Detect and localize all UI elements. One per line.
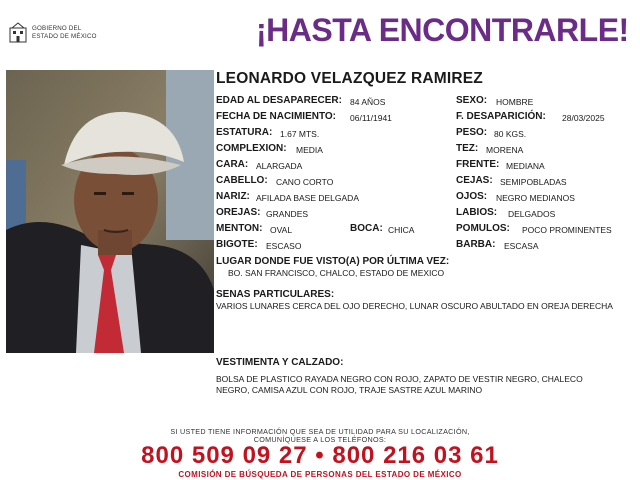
senas-text: VARIOS LUNARES CERCA DEL OJO DERECHO, LUNAR OSCURO ABULTADO EN OREJA DERECHA (216, 301, 613, 311)
labios-label: LABIOS: (456, 207, 498, 218)
labios-value: DELGADOS (508, 209, 556, 219)
sexo-value: HOMBRE (496, 97, 534, 107)
government-logo (8, 22, 118, 46)
vestimenta-text: BOLSA DE PLASTICO RAYADA NEGRO CON ROJO, ZAPATO DE VESTIR NEGRO, CHALECO NEGRO, CAMISA AZUL CON ROJO, TRAJE SASTRE AZUL MARINO (216, 374, 583, 395)
boca-value: CHICA (388, 225, 415, 235)
cabello-label: CABELLO: (216, 175, 268, 186)
tez-value: MORENA (486, 145, 524, 155)
sexo-label: SEXO: (456, 95, 488, 106)
estatura-label: ESTATURA: (216, 127, 273, 138)
person-name: LEONARDO VELAZQUEZ RAMIREZ (216, 70, 483, 87)
cabello-value: CANO CORTO (276, 177, 334, 187)
desaparicion-value: 28/03/2025 (562, 113, 605, 123)
headline: ¡HASTA ENCONTRARLE! (256, 12, 629, 48)
ojos-value: NEGRO MEDIANOS (496, 193, 575, 203)
estatura-value: 1.67 MTS. (280, 129, 320, 139)
desaparicion-label: F. DESAPARICIÓN: (456, 111, 546, 122)
nacimiento-value: 06/11/1941 (350, 113, 392, 123)
complexion-value: MEDIA (296, 145, 323, 155)
logo-text-line1: GOBIERNO DEL (32, 25, 82, 32)
nariz-value: AFILADA BASE DELGADA (256, 193, 359, 203)
cejas-value: SEMIPOBLADAS (500, 177, 567, 187)
bigote-label: BIGOTE: (216, 239, 258, 250)
edad-label: EDAD AL DESAPARECER: (216, 95, 342, 106)
boca-label: BOCA: (350, 223, 383, 234)
peso-value: 80 KGS. (494, 129, 527, 139)
menton-value: OVAL (270, 225, 293, 235)
edad-value: 84 AÑOS (350, 97, 386, 107)
footer-note-line1: SI USTED TIENE INFORMACIÓN QUE SEA DE UTILIDAD PARA SU LOCALIZACIÓN, (170, 427, 470, 436)
barba-label: BARBA: (456, 239, 496, 250)
phone-numbers: 800 509 09 27 • 800 216 03 61 (141, 442, 499, 469)
frente-value: MEDIANA (506, 161, 545, 171)
ojos-label: OJOS: (456, 191, 488, 202)
menton-label: MENTON: (216, 223, 263, 234)
senas-title: SENAS PARTICULARES: (216, 289, 335, 300)
lugar-text: BO. SAN FRANCISCO, CHALCO, ESTADO DE MEXICO (228, 268, 445, 278)
orejas-label: OREJAS: (216, 207, 261, 218)
missing-person-photo (6, 70, 214, 353)
state-government-emblem-icon (8, 22, 28, 44)
peso-label: PESO: (456, 127, 488, 138)
cara-value: ALARGADA (256, 161, 303, 171)
complexion-label: COMPLEXION: (216, 143, 287, 154)
orejas-value: GRANDES (266, 209, 309, 219)
lugar-title: LUGAR DONDE FUE VISTO(A) POR ÚLTIMA VEZ: (216, 256, 450, 267)
nacimiento-label: FECHA DE NACIMIENTO: (216, 111, 336, 122)
vestimenta-title: VESTIMENTA Y CALZADO: (216, 357, 344, 368)
barba-value: ESCASA (504, 241, 539, 251)
portrait-illustration (6, 70, 214, 353)
bigote-value: ESCASO (266, 241, 302, 251)
commission-name: COMISIÓN DE BÚSQUEDA DE PERSONAS DEL ESTADO DE MÉXICO (178, 470, 462, 479)
pomulos-value: POCO PROMINENTES (522, 225, 612, 235)
nariz-label: NARIZ: (216, 191, 250, 202)
footer-note-line2: COMUNÍQUESE A LOS TELÉFONOS: (253, 435, 387, 444)
pomulos-label: POMULOS: (456, 223, 510, 234)
cara-label: CARA: (216, 159, 249, 170)
logo-text-line2: ESTADO DE MÉXICO (32, 33, 97, 40)
cejas-label: CEJAS: (456, 175, 493, 186)
tez-label: TEZ: (456, 143, 479, 154)
frente-label: FRENTE: (456, 159, 500, 170)
